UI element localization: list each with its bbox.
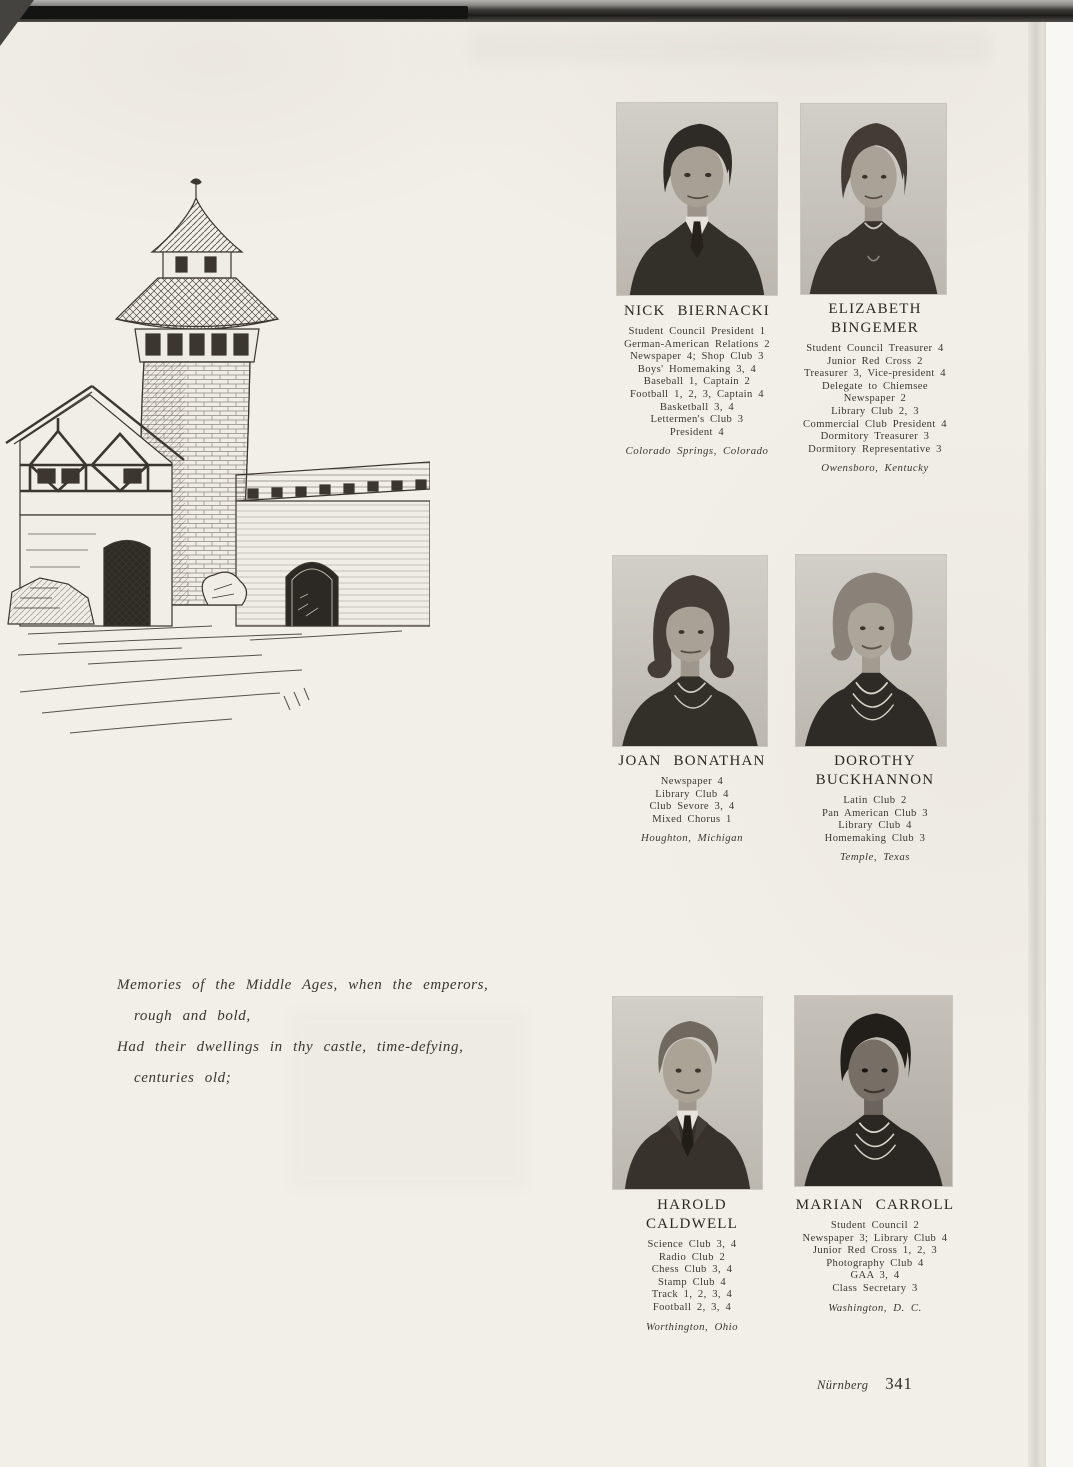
activity-line: Photography Club 4 (826, 1257, 924, 1269)
portrait-art (801, 104, 946, 294)
student-name (780, 300, 970, 338)
student-name (592, 1196, 792, 1234)
poem-quote (117, 974, 537, 1098)
activity-line: Science Club 3, 4 (647, 1239, 737, 1250)
activity-line: Lettermen's Club 3 (650, 414, 744, 426)
castle-illustration (0, 172, 430, 877)
student-hometown: Temple, Texas (840, 851, 910, 864)
activity-line: Newspaper 2 (843, 393, 907, 405)
student-name (775, 752, 975, 790)
scan-corner-shadow (0, 0, 34, 46)
page-edge-shadow (1028, 22, 1046, 1467)
student-name (770, 1196, 980, 1215)
portrait-photo-marian-carroll (795, 996, 952, 1186)
student-hometown: Colorado Springs, Colorado (625, 445, 769, 458)
activity-line: Library Club 4 (838, 820, 912, 832)
student-name-line: JOAN BONATHAN (618, 753, 766, 769)
activity-line: Football 1, 2, 3, Captain 4 (630, 388, 764, 400)
page-number: 341 (885, 1374, 913, 1393)
student-name-line: BUCKHANNON (815, 772, 935, 788)
student-activities (592, 776, 792, 826)
portrait-art (613, 556, 767, 746)
activity-line: German-American Relations 2 (624, 338, 770, 350)
student-caption-dorothy-buckhannon (775, 752, 975, 863)
activity-line: Boys' Homemaking 3, 4 (637, 363, 757, 375)
activity-line: Baseball 1, Captain 2 (643, 376, 751, 388)
student-hometown: Washington, D. C. (828, 1301, 922, 1314)
activity-line: Radio Club 2 (658, 1251, 726, 1263)
activity-line: Class Secretary 3 (832, 1282, 918, 1294)
student-hometown: Owensboro, Kentucky (821, 462, 929, 475)
portrait-art (613, 997, 762, 1189)
activity-line: Student Council President 1 (628, 326, 766, 337)
castle-drawing (6, 179, 430, 733)
poem-line: Had their dwellings in thy castle, time-defying, (117, 1039, 464, 1055)
activity-line: Club Sevore 3, 4 (649, 801, 735, 813)
student-name (597, 302, 797, 321)
portrait-art (796, 555, 946, 746)
student-hometown: Worthington, Ohio (645, 1320, 739, 1333)
student-name-line: MARIAN CARROLL (795, 1197, 955, 1213)
portrait-photo-nick-biernacki (617, 103, 777, 295)
portrait-photo-dorothy-buckhannon (796, 555, 946, 746)
student-caption-elizabeth-bingemer (780, 300, 970, 474)
activity-line: President 4 (669, 426, 725, 438)
student-activities (775, 795, 975, 845)
student-name (592, 752, 792, 771)
print-bleed-ghost (470, 30, 990, 64)
poem-line: rough and bold, (134, 1008, 251, 1024)
student-hometown: Houghton, Michigan (641, 832, 743, 845)
student-name-line: BINGEMER (831, 320, 919, 336)
activity-line: Chess Club 3, 4 (651, 1264, 733, 1276)
activity-line: Track 1, 2, 3, 4 (651, 1289, 733, 1301)
student-caption-joan-bonathan (592, 752, 792, 844)
activity-line: Basketball 3, 4 (659, 401, 735, 413)
page-edge-margin (1046, 22, 1073, 1467)
activity-line: Commercial Club President 4 (803, 418, 947, 430)
student-caption-marian-carroll (770, 1196, 980, 1314)
activity-line: Newspaper 4 (660, 776, 724, 787)
student-name-line: HAROLD (657, 1197, 727, 1213)
activity-line: Homemaking Club 3 (824, 832, 926, 844)
portrait-photo-harold-caldwell (613, 997, 762, 1189)
student-name-line: ELIZABETH (828, 301, 922, 317)
student-activities (770, 1220, 980, 1296)
activity-line: Treasurer 3, Vice-president 4 (803, 368, 947, 380)
activity-line: Dormitory Representative 3 (808, 443, 942, 455)
activity-line: Newspaper 4; Shop Club 3 (630, 351, 764, 363)
activity-line: Football 2, 3, 4 (652, 1301, 732, 1313)
portrait-photo-elizabeth-bingemer (801, 104, 946, 294)
poem-line: centuries old; (134, 1070, 232, 1086)
activity-line: GAA 3, 4 (850, 1270, 900, 1282)
student-activities (597, 326, 797, 439)
activity-line: Newspaper 3; Library Club 4 (802, 1232, 948, 1244)
activity-line: Junior Red Cross 2 (827, 355, 923, 367)
student-activities (592, 1239, 792, 1315)
portrait-art (795, 996, 952, 1186)
activity-line: Student Council 2 (830, 1220, 920, 1231)
activity-line: Library Club 4 (655, 788, 729, 800)
activity-line: Stamp Club 4 (657, 1276, 727, 1288)
student-name-line: NICK BIERNACKI (624, 303, 770, 319)
activity-line: Delegate to Chiemsee (822, 380, 928, 392)
portrait-photo-joan-bonathan (613, 556, 767, 746)
student-caption-nick-biernacki (597, 302, 797, 457)
poem-line: Memories of the Middle Ages, when the emperors, (117, 977, 489, 993)
student-name-line: CALDWELL (645, 1216, 739, 1232)
student-activities (780, 343, 970, 456)
activity-line: Junior Red Cross 1, 2, 3 (812, 1245, 938, 1257)
chapter-label: Nürnberg (817, 1378, 869, 1392)
page-footer (817, 1374, 913, 1394)
portrait-art (617, 103, 777, 295)
student-caption-harold-caldwell (592, 1196, 792, 1333)
activity-line: Pan American Club 3 (821, 807, 928, 819)
activity-line: Library Club 2, 3 (831, 405, 919, 417)
student-name-line: DOROTHY (834, 753, 916, 769)
scan-edge-top-dark-band (18, 6, 468, 19)
activity-line: Dormitory Treasurer 3 (820, 431, 930, 443)
activity-line: Mixed Chorus 1 (652, 813, 732, 825)
activity-line: Latin Club 2 (843, 795, 907, 806)
activity-line: Student Council Treasurer 4 (806, 343, 944, 354)
